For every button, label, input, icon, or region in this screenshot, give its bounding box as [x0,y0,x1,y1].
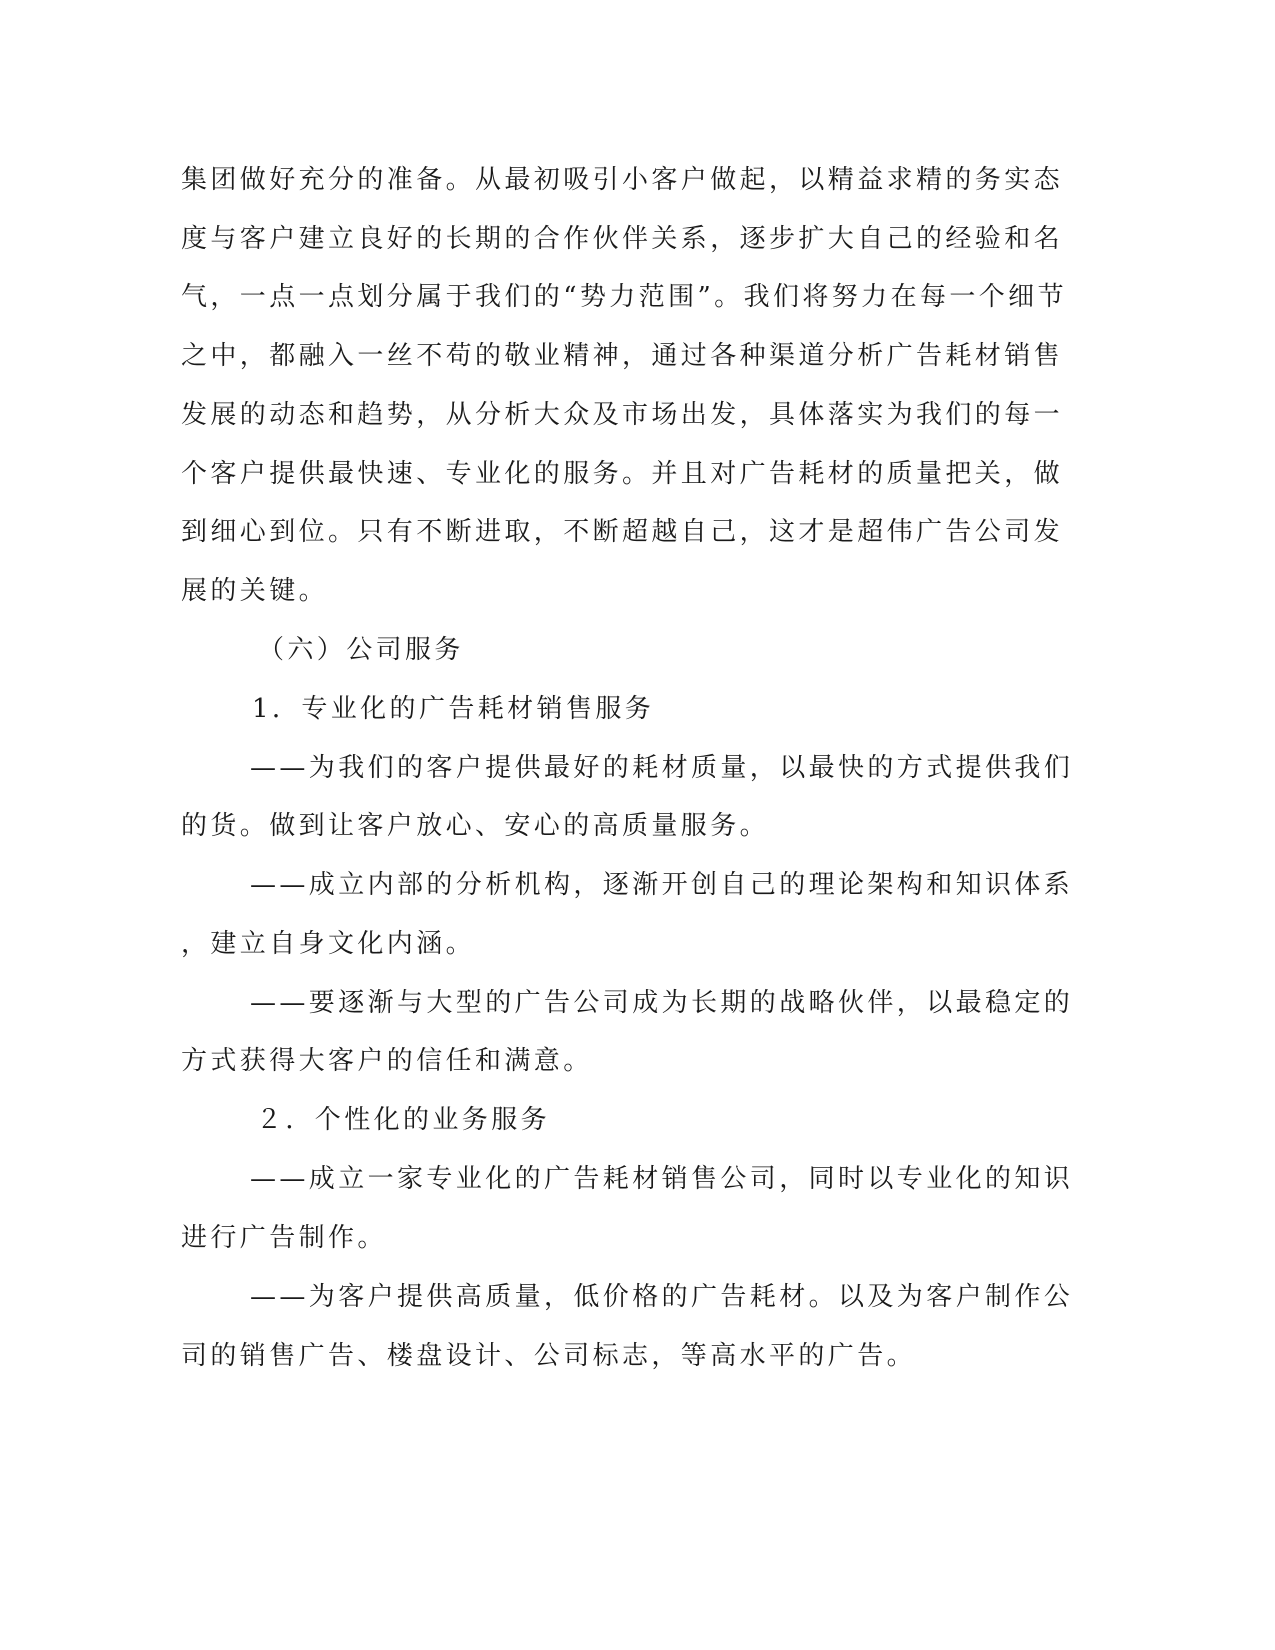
paragraph-line-6: 个客户提供最快速、专业化的服务。并且对广告耗材的质量把关，做 [181,459,1064,489]
item-heading-2: ２．个性化的业务服务 [256,1105,551,1135]
bullet-line-1: ——为我们的客户提供最好的耗材质量，以最快的方式提供我们 [250,753,1074,783]
bullet-line-2-cont: ，建立自身文化内涵。 [181,929,476,959]
paragraph-line-7: 到细心到位。只有不断进取，不断超越自己，这才是超伟广告公司发 [181,517,1064,547]
paragraph-line-4: 之中，都融入一丝不苟的敬业精神，通过各种渠道分析广告耗材销售 [181,341,1064,371]
bullet-line-4: ——成立一家专业化的广告耗材销售公司，同时以专业化的知识 [250,1164,1074,1194]
bullet-line-3-cont: 方式获得大客户的信任和满意。 [181,1046,593,1076]
bullet-line-3: ——要逐渐与大型的广告公司成为长期的战略伙伴，以最稳定的 [250,988,1074,1018]
paragraph-line-8: 展的关键。 [181,576,329,606]
section-heading: （六）公司服务 [258,635,464,665]
bullet-line-1-cont: 的货。做到让客户放心、安心的高质量服务。 [181,811,770,841]
item-heading-1: 1．专业化的广告耗材销售服务 [252,694,655,724]
paragraph-line-2: 度与客户建立良好的长期的合作伙伴关系，逐步扩大自己的经验和名 [181,224,1064,254]
bullet-line-5: ——为客户提供高质量，低价格的广告耗材。以及为客户制作公 [250,1282,1074,1312]
paragraph-line-1: 集团做好充分的准备。从最初吸引小客户做起，以精益求精的务实态 [181,165,1064,195]
bullet-line-2: ——成立内部的分析机构，逐渐开创自己的理论架构和知识体系 [250,870,1074,900]
paragraph-line-3: 气，一点一点划分属于我们的“势力范围”。我们将努力在每一个细节 [181,282,1067,312]
bullet-line-5-cont: 司的销售广告、楼盘设计、公司标志，等高水平的广告。 [181,1341,917,1371]
bullet-line-4-cont: 进行广告制作。 [181,1223,387,1253]
paragraph-line-5: 发展的动态和趋势，从分析大众及市场出发，具体落实为我们的每一 [181,400,1064,430]
